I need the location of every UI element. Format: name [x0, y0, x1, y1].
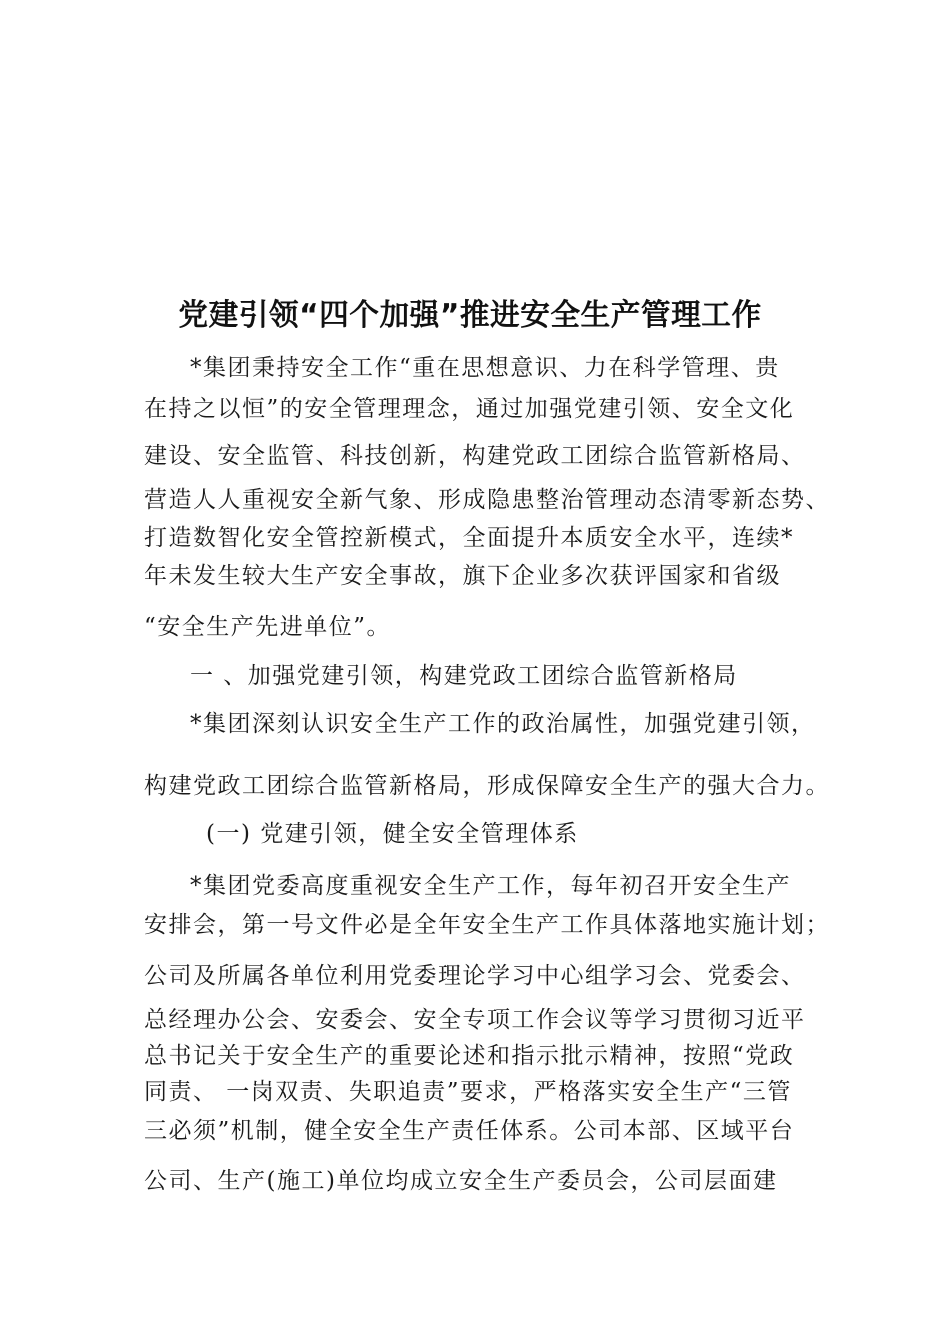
- paragraph-line: *集团秉持安全工作“重在思想意识、力在科学管理、贵: [190, 355, 780, 381]
- paragraph-line: 公司、生产(施工)单位均成立安全生产委员会，公司层面建: [144, 1168, 778, 1194]
- paragraph-line: “安全生产先进单位”。: [144, 614, 392, 640]
- paragraph-line: 年未发生较大生产安全事故，旗下企业多次获评国家和省级: [144, 563, 781, 589]
- document-title: 党建引领“四个加强”推进安全生产管理工作: [178, 298, 762, 333]
- paragraph-line: 总经理办公会、安委会、安全专项工作会议等学习贯彻习近平: [144, 1007, 806, 1033]
- paragraph-line: 营造人人重视安全新气象、形成隐患整治管理动态清零新态势、: [144, 487, 830, 513]
- paragraph-line: 三必须”机制，健全安全生产责任体系。公司本部、区域平台: [144, 1118, 795, 1144]
- paragraph-line: 公司及所属各单位利用党委理论学习中心组学习会、党委会、: [144, 963, 806, 989]
- paragraph-line: 打造数智化安全管控新模式，全面提升本质安全水平，连续*: [144, 525, 794, 551]
- section-heading: 一 、加强党建引领，构建党政工团综合监管新格局: [190, 663, 738, 689]
- paragraph-line: 构建党政工团综合监管新格局，形成保障安全生产的强大合力。: [144, 773, 830, 799]
- paragraph-line: 总书记关于安全生产的重要论述和指示批示精神，按照“党政: [144, 1043, 795, 1069]
- paragraph-line: 建设、安全监管、科技创新，构建党政工团综合监管新格局、: [144, 443, 806, 469]
- paragraph-line: 同责、 一岗双责、失职追责”要求，严格落实安全生产“三管: [144, 1079, 792, 1105]
- paragraph-line: *集团党委高度重视安全生产工作，每年初召开安全生产: [190, 873, 791, 899]
- paragraph-line: 安排会，第一号文件必是全年安全生产工作具体落地实施计划；: [144, 912, 830, 938]
- subsection-heading: (一) 党建引领，健全安全管理体系: [206, 821, 579, 847]
- paragraph-line: 在持之以恒”的安全管理理念，通过加强党建引领、安全文化: [144, 396, 795, 422]
- paragraph-line: *集团深刻认识安全生产工作的政治属性，加强党建引领，: [190, 711, 816, 737]
